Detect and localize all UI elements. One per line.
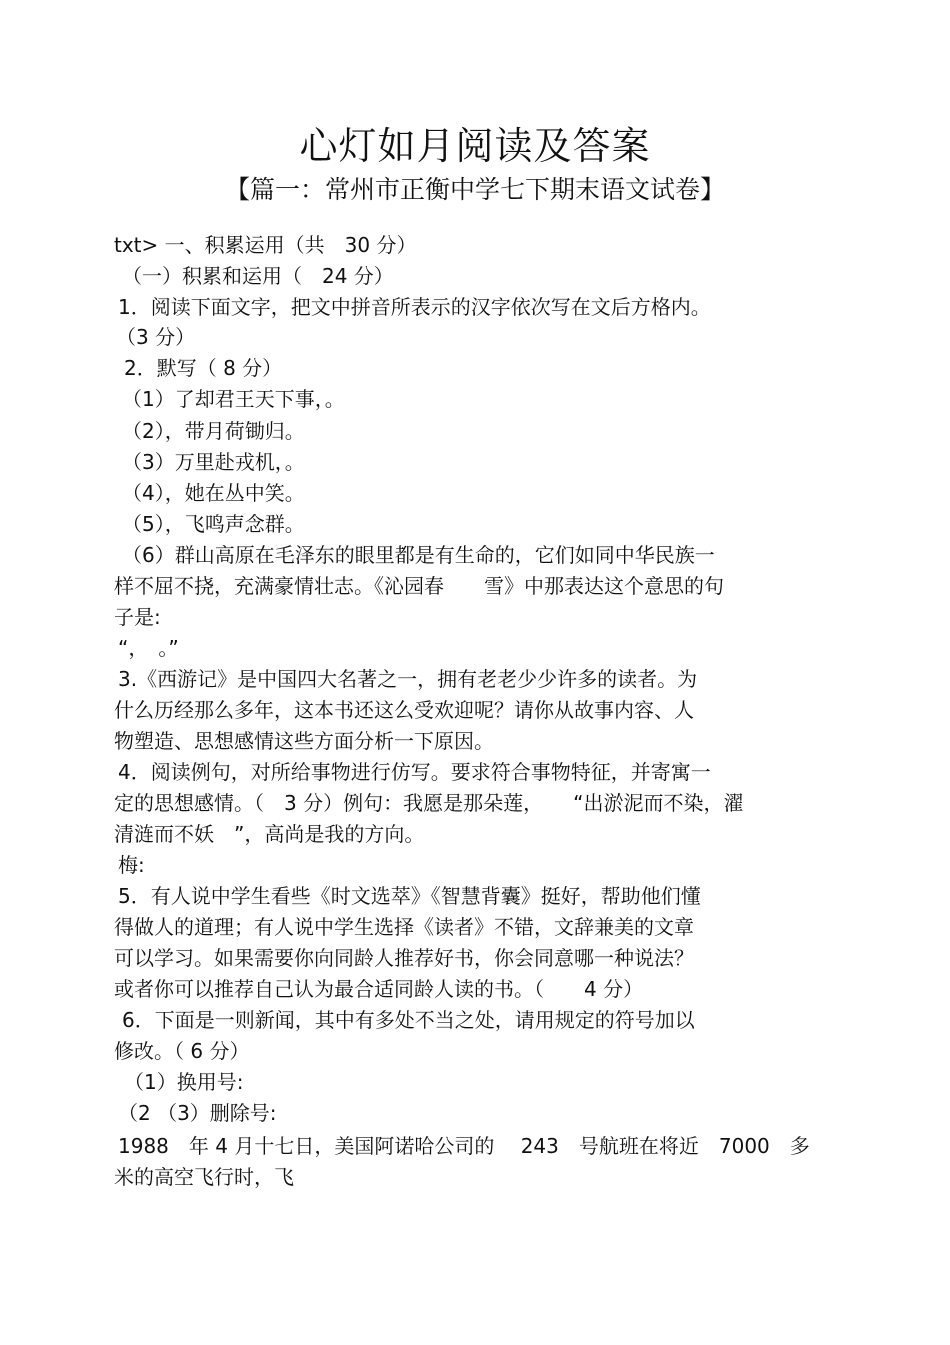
text-line: （5），飞鸣声念群。 [122,512,305,536]
text-line: 1988 年 4 月十七日，美国阿诺哈公司的 243 号航班在将近 7000 多 [118,1134,810,1158]
text-line: 定的思想感情。（ 3 分）例句：我愿是那朵莲， “出淤泥而不染，濯 [114,791,744,815]
text-line: 清涟而不妖 ”，高尚是我的方向。 [114,822,425,846]
text-line: 梅: [118,853,145,877]
text-line: 5．有人说中学生看些《时文选萃》《智慧背囊》挺好，帮助他们懂 [118,884,701,908]
text-line: （3）万里赴戎机，。 [122,450,305,474]
text-line: 2．默写（ 8 分） [124,356,283,380]
text-line: （1）换用号: [124,1070,244,1094]
text-line: 得做人的道理；有人说中学生选择《读者》不错，文辞兼美的文章 [114,915,694,939]
document-subtitle: 【篇一：常州市正衡中学七下期末语文试卷】 [224,175,725,204]
text-line: （2），带月荷锄归。 [122,419,305,443]
text-line: 修改。（ 6 分） [114,1039,250,1063]
text-line: 米的高空飞行时，飞 [114,1165,294,1189]
text-line: （2 （3）删除号: [118,1101,277,1125]
text-line: 可以学习。如果需要你向同龄人推荐好书，你会同意哪一种说法？ [114,946,694,970]
text-line: 什么历经那么多年，这本书还这么受欢迎呢？请你从故事内容、人 [114,698,694,722]
text-line: （6）群山高原在毛泽东的眼里都是有生命的，它们如同中华民族一 [122,543,715,567]
text-line: 3.《西游记》是中国四大名著之一，拥有老老少少许多的读者。为 [118,667,698,691]
text-line: 子是: [114,605,161,629]
document-title: 心灯如月阅读及答案 [299,124,651,168]
text-line: 样不屈不挠，充满豪情壮志。《沁园春 雪》中那表达这个意思的句 [114,574,724,598]
text-line: “， 。” [118,636,179,660]
text-line: txt> 一、积累运用（共 30 分） [114,233,417,257]
text-line: 4．阅读例句，对所给事物进行仿写。要求符合事物特征，并寄寓一 [118,760,711,784]
text-line: （4），她在丛中笑。 [122,481,305,505]
text-line: （一）积累和运用（ 24 分） [122,264,394,288]
text-line: 物塑造、思想感情这些方面分析一下原因。 [114,729,494,753]
text-line: （1）了却君王天下事，。 [122,387,345,411]
text-line: 或者你可以推荐自己认为最合适同龄人读的书。（ 4 分） [114,977,644,1001]
text-line: （3 分） [116,325,196,349]
text-line: 1．阅读下面文字，把文中拼音所表示的汉字依次写在文后方格内。 [118,295,711,319]
text-line: 6．下面是一则新闻，其中有多处不当之处，请用规定的符号加以 [122,1008,695,1032]
